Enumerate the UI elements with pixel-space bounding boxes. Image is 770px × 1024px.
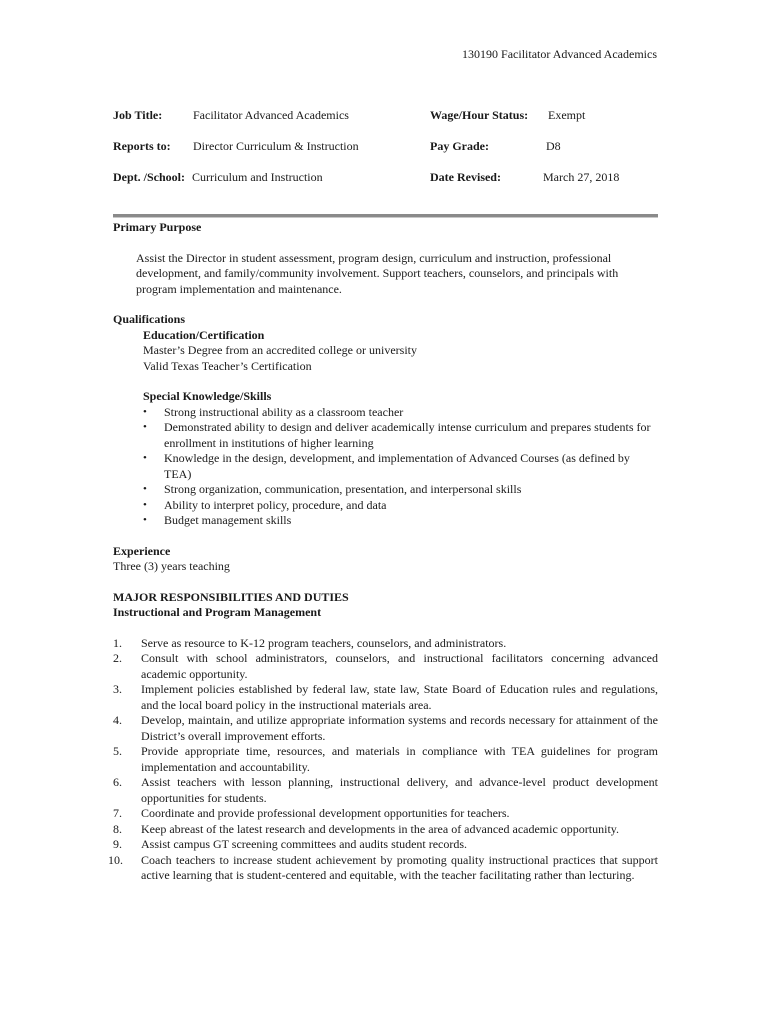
duty-text: Keep abreast of the latest research and developments in the area of advanced academic opportunity. — [141, 821, 620, 836]
pay-grade-label: Pay Grade: — [430, 139, 489, 153]
skills-list-item: • Budget management skills — [143, 513, 658, 529]
duty-item — [108, 852, 658, 884]
job-title-value: Facilitator Advanced Academics — [193, 108, 349, 122]
duty-text: Consult with school administrators, counselors, and instructional facilitators concerning advanced academic opportunity. — [141, 651, 658, 681]
duty-number: 10. — [108, 852, 123, 867]
education-heading: Education/Certification — [143, 327, 265, 342]
meta-row-title — [113, 108, 658, 139]
duty-text: Serve as resource to K-12 program teachers, counselors, and administrators. — [141, 635, 507, 650]
duties-heading: MAJOR RESPONSIBILITIES AND DUTIES — [113, 589, 349, 604]
primary-purpose-heading: Primary Purpose — [113, 220, 202, 234]
skills-list-item: • Strong organization, communication, presentation, and interpersonal skills — [143, 482, 658, 498]
reports-to-value: Director Curriculum & Instruction — [193, 139, 359, 153]
duties-list — [108, 635, 658, 884]
primary-purpose-text: Assist the Director in student assessment, program design, curriculum and instruction, professional development, and family/community involvement. Support teachers, counselors, and principals with program implementation and maintenance. — [136, 250, 619, 296]
duty-number: 2. — [113, 651, 122, 665]
duty-number: 1. — [113, 635, 122, 650]
duty-item — [113, 822, 658, 838]
dept-school-label: Dept. /School: — [113, 170, 185, 184]
duty-item — [113, 651, 658, 682]
meta-row-dept — [113, 170, 658, 201]
duty-item — [113, 713, 658, 744]
duty-text: Develop, maintain, and utilize appropriate information systems and records necessary for attainment of the District’s overall improvement efforts. — [141, 713, 658, 743]
duty-number: 9. — [113, 837, 122, 851]
dept-school-value: Curriculum and Instruction — [192, 170, 323, 184]
section-divider — [113, 214, 658, 218]
duty-number: 4. — [113, 713, 122, 727]
duty-number: 5. — [113, 744, 122, 758]
pay-grade-value: D8 — [546, 139, 561, 153]
duty-number: 7. — [113, 806, 122, 820]
duty-text: Implement policies established by federal law, state law, State Board of Education rules and regulations, and the local board policy in the instructional materials area. — [141, 682, 658, 712]
document-code-header: 130190 Facilitator Advanced Academics — [462, 47, 657, 61]
duty-item — [113, 837, 658, 853]
duty-text: Provide appropriate time, resources, and materials in compliance with TEA guidelines for program implementation and accountability. — [141, 744, 658, 774]
document-body — [108, 220, 658, 884]
education-item: Valid Texas Teacher’s Certification — [143, 358, 312, 373]
duty-text: Coach teachers to increase student achievement by promoting quality instructional practices that support active learning that is student-centered and equitable, with the teacher facilitating rather than lecturing. — [141, 852, 658, 882]
duty-item — [113, 775, 658, 806]
duty-item — [113, 682, 658, 713]
reports-to-label: Reports to: — [113, 139, 171, 153]
experience-text: Three (3) years teaching — [113, 559, 230, 573]
job-title-label: Job Title: — [113, 108, 163, 122]
date-revised-value: March 27, 2018 — [543, 170, 620, 184]
meta-row-reports — [113, 139, 658, 170]
skills-list — [113, 405, 658, 529]
education-item: Master’s Degree from an accredited college or university — [143, 343, 417, 357]
skills-list-item: • Ability to interpret policy, procedure, and data — [143, 498, 658, 514]
duty-item — [113, 636, 658, 652]
date-revised-label: Date Revised: — [430, 170, 501, 184]
duty-text: Assist teachers with lesson planning, instructional delivery, and advance-level product development opportunities for students. — [141, 775, 658, 805]
duty-text: Assist campus GT screening committees and audits student records. — [141, 837, 468, 851]
skills-list-item: • Knowledge in the design, development, and implementation of Advanced Courses (as defined by TEA) — [143, 451, 658, 482]
duty-number: 6. — [113, 775, 122, 789]
wage-status-value: Exempt — [548, 108, 586, 122]
duties-subheading: Instructional and Program Management — [113, 605, 322, 619]
skills-list-item: • Strong instructional ability as a classroom teacher — [143, 405, 658, 421]
qualifications-heading: Qualifications — [113, 312, 186, 326]
duty-text: Coordinate and provide professional development opportunities for teachers. — [141, 806, 510, 820]
skills-list-item: • Demonstrated ability to design and deliver academically intense curriculum and prepares students for enrollment in institutions of higher learning — [143, 420, 658, 451]
job-meta-block — [113, 108, 658, 201]
duty-item — [113, 806, 658, 822]
wage-status-label: Wage/Hour Status: — [430, 108, 529, 122]
duty-number: 3. — [113, 682, 122, 696]
duty-item — [113, 744, 658, 775]
experience-heading: Experience — [113, 543, 171, 558]
skills-heading: Special Knowledge/Skills — [143, 389, 272, 403]
duty-number: 8. — [113, 821, 122, 836]
